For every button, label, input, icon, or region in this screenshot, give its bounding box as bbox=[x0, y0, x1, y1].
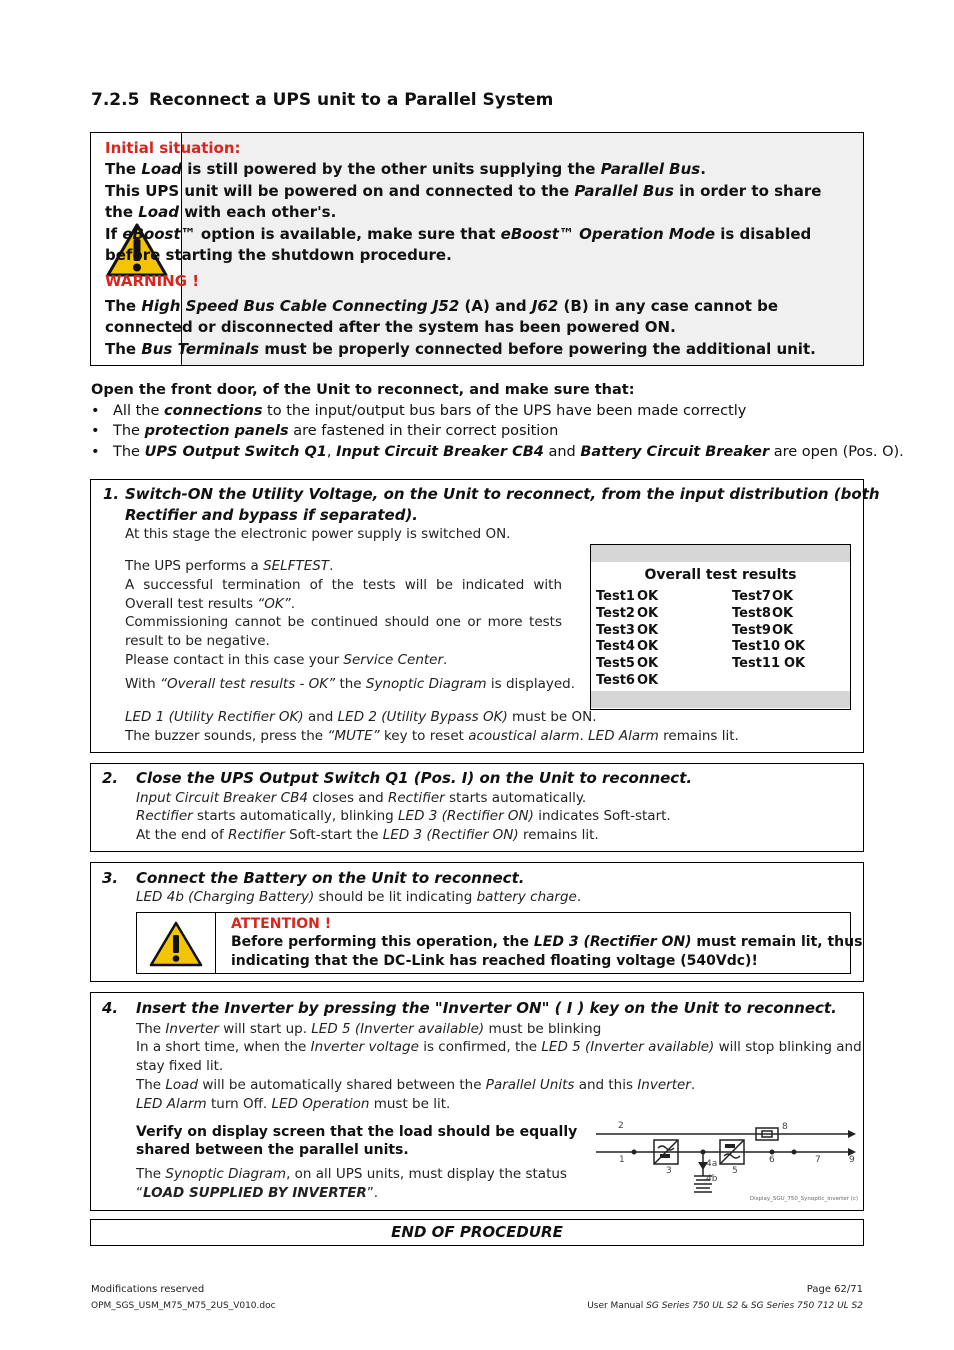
section-number: 7.2.5 bbox=[91, 90, 140, 110]
attention-icon-cell bbox=[137, 913, 216, 973]
step-1-text: Please contact in this case your Service Center. bbox=[125, 652, 448, 668]
step-2-text: Rectifier starts automatically, blinking LED 3 (Rectifier ON) indicates Soft-start. bbox=[136, 808, 671, 824]
step-2-title: 2. Close the UPS Output Switch Q1 (Pos. I) on the Unit to reconnect. bbox=[102, 769, 693, 787]
step-1-text: A successful termination of the tests will be indicated with bbox=[125, 577, 562, 593]
footer-manual-title: User Manual SG Series 750 UL S2 & SG Series 750 712 UL S2 bbox=[587, 1301, 863, 1311]
step-1-text: The UPS performs a SELFTEST. bbox=[125, 558, 334, 574]
section-title: Reconnect a UPS unit to a Parallel System bbox=[149, 90, 554, 110]
attention-line-2: indicating that the DC-Link has reached floating voltage (540Vdc)! bbox=[231, 953, 758, 969]
test-row: Test5 OK bbox=[596, 656, 659, 671]
bullet-item: • The UPS Output Switch Q1, Input Circuit Breaker CB4 and Battery Circuit Breaker are open (Pos. O). bbox=[91, 444, 904, 460]
footer-docname: OPM_SGS_USM_M75_M75_2US_V010.doc bbox=[91, 1301, 276, 1311]
test-row: Test4 OK bbox=[596, 639, 659, 654]
step-1-text: Overall test results “OK”. bbox=[125, 596, 296, 612]
step-1-title-line-1: Switch-ON the Utility Voltage, on the Unit to reconnect, from the input distribution (both bbox=[125, 485, 880, 503]
step-4-text: The Synoptic Diagram, on all UPS units, must display the status bbox=[136, 1166, 567, 1182]
test-row: Test3 OK bbox=[596, 623, 659, 638]
synoptic-diagram bbox=[594, 1118, 860, 1204]
warning-line-5: before starting the shutdown procedure. bbox=[105, 246, 452, 264]
test-row: Test7OK bbox=[732, 589, 794, 604]
warning-line-7: connected or disconnected after the system has been powered ON. bbox=[105, 318, 676, 336]
step-4-text: stay fixed lit. bbox=[136, 1058, 224, 1074]
step-1-text: result to be negative. bbox=[125, 633, 270, 649]
warning-line-6: The High Speed Bus Cable Connecting J52 (A) and J62 (B) in any case cannot be bbox=[105, 297, 779, 315]
warning-line-1: The Load is still powered by the other units supplying the Parallel Bus. bbox=[105, 160, 706, 178]
diagram-label: 4b bbox=[706, 1174, 718, 1184]
step-3-title: 3. Connect the Battery on the Unit to reconnect. bbox=[102, 869, 525, 887]
warning-line-2: This UPS unit will be powered on and connected to the Parallel Bus in order to share bbox=[105, 182, 822, 200]
verify-line-1: Verify on display screen that the load should be equally bbox=[136, 1124, 578, 1140]
step-2-text: Input Circuit Breaker CB4 closes and Rectifier starts automatically. bbox=[136, 790, 587, 806]
verify-line-2: shared between the parallel units. bbox=[136, 1142, 409, 1158]
warning-triangle-icon bbox=[148, 920, 204, 968]
attention-label: ATTENTION ! bbox=[231, 916, 332, 932]
step-3-text: LED 4b (Charging Battery) should be lit indicating battery charge. bbox=[136, 889, 582, 905]
step-4-text: The Load will be automatically shared between the Parallel Units and this Inverter. bbox=[136, 1077, 696, 1093]
step-1-text: The buzzer sounds, press the “MUTE” key to reset acoustical alarm. LED Alarm remains lit. bbox=[125, 728, 739, 744]
warning-line-8: The Bus Terminals must be properly connected before powering the additional unit. bbox=[105, 340, 816, 358]
test-row: Test11 OK bbox=[732, 656, 806, 671]
footer-modifications: Modifications reserved bbox=[91, 1284, 205, 1295]
bullet-item: • All the connections to the input/output bus bars of the UPS have been made correctly bbox=[91, 403, 747, 419]
step-4-title: 4. Insert the Inverter by pressing the "Inverter ON" ( I ) key on the Unit to reconnect. bbox=[102, 999, 837, 1017]
end-of-procedure: END OF PROCEDURE bbox=[391, 1223, 563, 1241]
diagram-caption: Display_SGU_750_Synoptic_inverter (c) bbox=[749, 1196, 858, 1202]
panel-top-bar bbox=[591, 545, 850, 562]
step-4-text: LED Alarm turn Off. LED Operation must be lit. bbox=[136, 1096, 451, 1112]
bullet-item: • The protection panels are fastened in their correct position bbox=[91, 423, 559, 439]
diagram-label: 9 bbox=[849, 1155, 855, 1165]
step-2-text: At the end of Rectifier Soft-start the LED 3 (Rectifier ON) remains lit. bbox=[136, 827, 599, 843]
test-row: Test6 OK bbox=[596, 673, 659, 688]
diagram-label: 2 bbox=[618, 1121, 624, 1131]
diagram-label: 7 bbox=[815, 1155, 821, 1165]
section-heading bbox=[91, 90, 553, 110]
warning-line-3: the Load with each other's. bbox=[105, 203, 337, 221]
diagram-label: 4a bbox=[706, 1159, 718, 1169]
panel-bottom-bar bbox=[591, 691, 850, 708]
step-1-text: At this stage the electronic power supply is switched ON. bbox=[125, 526, 511, 542]
warning-label: WARNING ! bbox=[105, 272, 200, 290]
warning-line-4: If eBoost™ option is available, make sure that eBoost™ Operation Mode is disabled bbox=[105, 225, 812, 243]
test-row: Test1 OK bbox=[596, 589, 659, 604]
diagram-label: 5 bbox=[732, 1166, 738, 1176]
initial-situation-heading: Initial situation: bbox=[105, 139, 241, 157]
step-4-text: In a short time, when the Inverter voltage is confirmed, the LED 5 (Inverter available) will stop blinking and bbox=[136, 1039, 862, 1055]
step-1-title-line-2: Rectifier and bypass if separated). bbox=[125, 506, 418, 524]
test-row: Test10 OK bbox=[732, 639, 806, 654]
test-row: Test8OK bbox=[732, 606, 794, 621]
step-1-text: LED 1 (Utility Rectifier OK) and LED 2 (Utility Bypass OK) must be ON. bbox=[125, 709, 597, 725]
attention-line-1: Before performing this operation, the LED 3 (Rectifier ON) must remain lit, thus bbox=[231, 934, 863, 950]
intro-text: Open the front door, of the Unit to reconnect, and make sure that: bbox=[91, 382, 635, 398]
step-1-text: Commissioning cannot be continued should one or more tests bbox=[125, 614, 562, 630]
step-4-text: The Inverter will start up. LED 5 (Inverter available) must be blinking bbox=[136, 1021, 602, 1037]
test-row: Test9OK bbox=[732, 623, 794, 638]
diagram-label: 6 bbox=[769, 1155, 775, 1165]
step-4-text: “LOAD SUPPLIED BY INVERTER”. bbox=[136, 1185, 379, 1201]
diagram-label: 1 bbox=[619, 1155, 625, 1165]
test-row: Test2 OK bbox=[596, 606, 659, 621]
step-1-text: With “Overall test results - OK” the Synoptic Diagram is displayed. bbox=[125, 676, 576, 692]
diagram-label: 3 bbox=[666, 1166, 672, 1176]
footer-page-number: Page 62/71 bbox=[806, 1284, 863, 1295]
diagram-label: 8 bbox=[782, 1122, 788, 1132]
test-results-title: Overall test results bbox=[644, 567, 797, 583]
